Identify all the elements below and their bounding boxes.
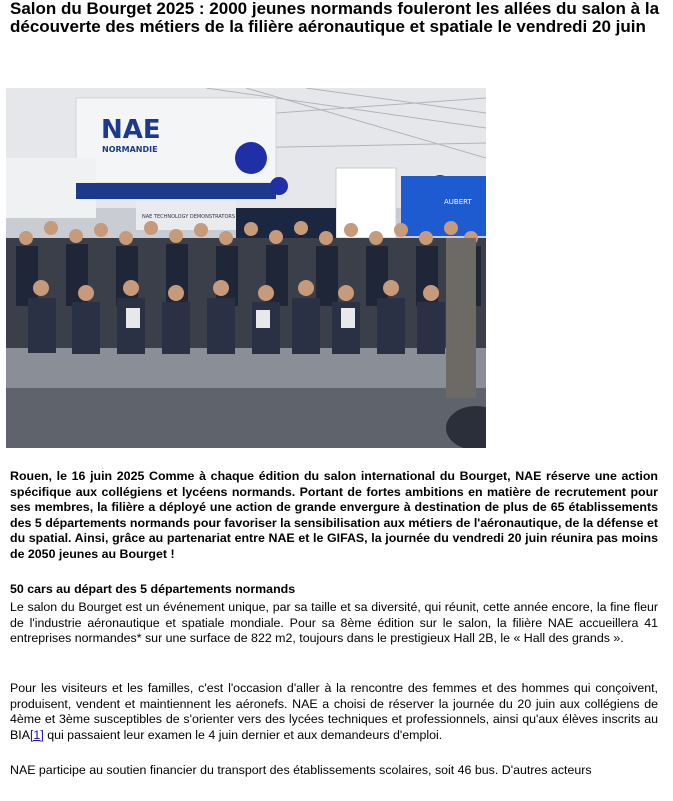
- group-photo-illustration: [6, 88, 486, 448]
- section-subheading: 50 cars au départ des 5 départements normands: [10, 582, 296, 596]
- booth-sub-text: NORMANDIE: [102, 145, 158, 154]
- right-sign-text: AUBERT: [444, 198, 472, 206]
- body-paragraph-2: [10, 681, 658, 743]
- article-title: Salon du Bourget 2025 : 2000 jeunes normands fouleront les allées du salon à la découverte des métiers de la filière aéronautique et spatiale le vendredi 20 juin: [10, 0, 660, 36]
- balloon-icon: [235, 142, 267, 174]
- article-photo: [6, 88, 486, 448]
- banner-text: NAE TECHNOLOGY DEMONSTRATORS: [142, 214, 236, 220]
- body-paragraph-2-text-start: Pour les visiteurs et les familles, c'est l'occasion d'aller à la rencontre des femmes et des hommes qui conçoivent, produisent, vendent et maintiennent les aéronefs. NAE a choisi de réserver la journée du 20 juin aux collégiens de 4ème et 3ème susceptibles de s'orienter vers des lycées techniques et professionnels, ainsi qu'aux élèves inscrits au BIA: [10, 681, 658, 742]
- booth-logo-text: NAE: [101, 115, 161, 145]
- body-paragraph-3: NAE participe au soutien financier du transport des établissements scolaires, soit 46 bus. D'autres acteurs: [10, 763, 592, 777]
- footnote-link[interactable]: [1]: [29, 727, 44, 742]
- body-paragraph-1: Le salon du Bourget est un événement unique, par sa taille et sa diversité, qui réunit, cette année encore, la fine fleur de l'industrie aéronautique et spatiale mondiale. Pour sa 8ème édition sur le salon, la filière NAE accueillera 41 entreprises normandes* sur une surface de 822 m2, toujours dans le prestigieux Hall 2B, le « Hall des grands ».: [10, 600, 658, 646]
- lead-paragraph: Rouen, le 16 juin 2025 Comme à chaque édition du salon international du Bourget, NAE réserve une action spécifique aux collégiens et lycéens normands. Portant de fortes ambitions en matière de recrutement pour ses membres, la filière a déployé une action de grande envergure à destination de plus de 65 établissements des 5 départements normands pour favoriser la sensibilisation aux métiers de l'aéronautique, de la défense et du spatial. Ainsi, grâce au partenariat entre NAE et le GIFAS, la journée du vendredi 20 juin réunira pas moins de 2050 jeunes au Bourget !: [10, 469, 658, 561]
- body-paragraph-2-text-end: qui passaient leur examen le 4 juin dernier et aux demandeurs d'emploi.: [43, 727, 443, 742]
